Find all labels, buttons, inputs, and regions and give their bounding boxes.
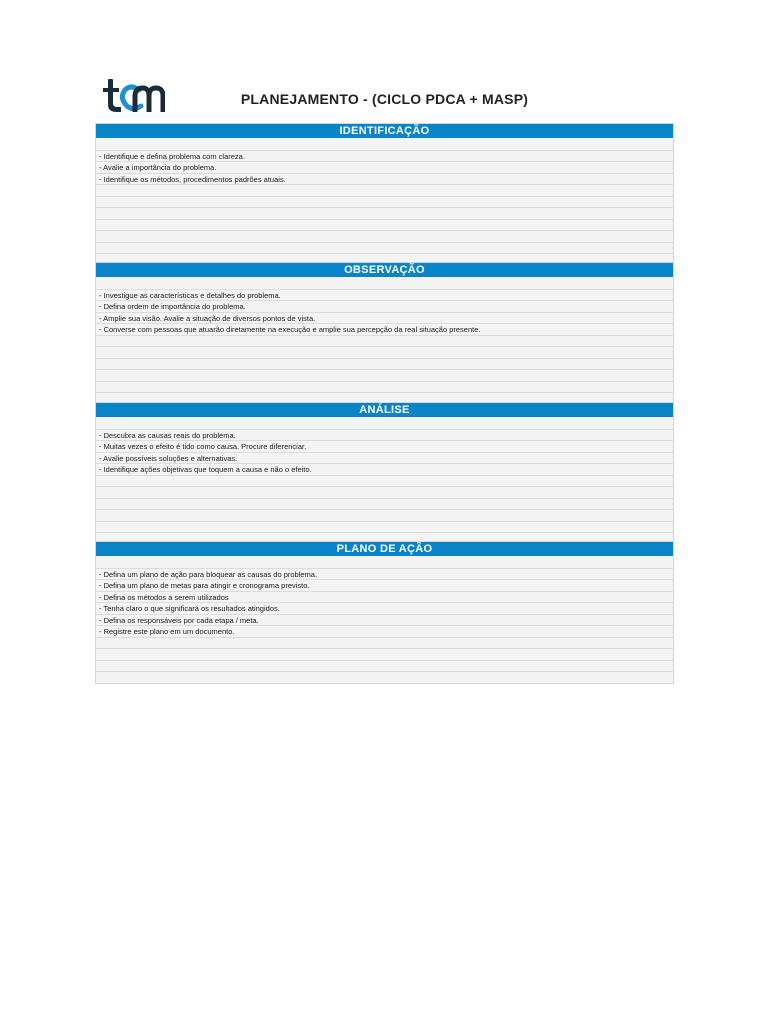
table-row: - Avalie a importância do problema. xyxy=(96,161,673,173)
table-row: - Descubra as causas reais do problema. xyxy=(96,429,673,441)
table-row xyxy=(96,196,673,208)
table-row xyxy=(96,230,673,242)
page-title: PLANEJAMENTO - (CICLO PDCA + MASP) xyxy=(240,91,529,107)
table-row xyxy=(96,184,673,196)
table-row xyxy=(96,219,673,231)
table-row xyxy=(96,417,673,429)
table-row: - Converse com pessoas que atuarão diretamente na execução e amplie sua percepção da real situação presente. xyxy=(96,323,673,335)
section-header: OBSERVAÇÃO xyxy=(96,263,673,277)
table-row: - Investigue as características e detalhes do problema. xyxy=(96,289,673,301)
table-row: - Defina os responsáveis por cada etapa / meta. xyxy=(96,614,673,626)
section-rows xyxy=(96,417,673,544)
table-row xyxy=(96,346,673,358)
table-row xyxy=(96,138,673,150)
table-row: - Defina os métodos a serem utilizados xyxy=(96,591,673,603)
table-row xyxy=(96,486,673,498)
section-rows xyxy=(96,138,673,265)
table-row: - Avalie possíveis soluções e alternativas. xyxy=(96,452,673,464)
section-header: PLANO DE AÇÃO xyxy=(96,542,673,556)
table-row: - Tenha claro o que significará os resultados atingidos. xyxy=(96,602,673,614)
table-row: - Amplie sua visão. Avalie a situação de diversos pontos de vista. xyxy=(96,312,673,324)
section-rows xyxy=(96,556,673,683)
table-row: - Identifique e defina problema com clareza. xyxy=(96,150,673,162)
table-row xyxy=(96,277,673,289)
section-plano-de-acao xyxy=(95,541,674,684)
table-row xyxy=(96,556,673,568)
table-row xyxy=(96,671,673,683)
table-row xyxy=(96,660,673,672)
section-analise xyxy=(95,402,674,545)
table-row xyxy=(96,475,673,487)
section-rows xyxy=(96,277,673,404)
table-row: - Defina ordem de importância do problema. xyxy=(96,300,673,312)
table-row: - Muitas vezes o efeito é tido como causa. Procure diferenciar. xyxy=(96,440,673,452)
section-observacao xyxy=(95,262,674,405)
table-row: - Registre este plano em um documento. xyxy=(96,625,673,637)
page-header xyxy=(95,72,674,118)
table-row xyxy=(96,207,673,219)
table-row xyxy=(96,369,673,381)
table-row xyxy=(96,521,673,533)
table-row xyxy=(96,637,673,649)
section-identificacao xyxy=(95,123,674,266)
table-row: - Identifique ações objetivas que toquem a causa e não o efeito. xyxy=(96,463,673,475)
table-row xyxy=(96,509,673,521)
table-row: - Identifique os métodos, procedimentos padrões atuais. xyxy=(96,173,673,185)
table-row xyxy=(96,381,673,393)
table-row xyxy=(96,335,673,347)
table-row xyxy=(96,498,673,510)
table-row xyxy=(96,358,673,370)
table-row xyxy=(96,648,673,660)
section-header: ANÁLISE xyxy=(96,403,673,417)
table-row xyxy=(96,242,673,254)
table-row: - Defina um plano de metas para atingir e cronograma previsto. xyxy=(96,579,673,591)
table-row: - Defina um plano de ação para bloquear as causas do problema. xyxy=(96,568,673,580)
section-header: IDENTIFICAÇÃO xyxy=(96,124,673,138)
